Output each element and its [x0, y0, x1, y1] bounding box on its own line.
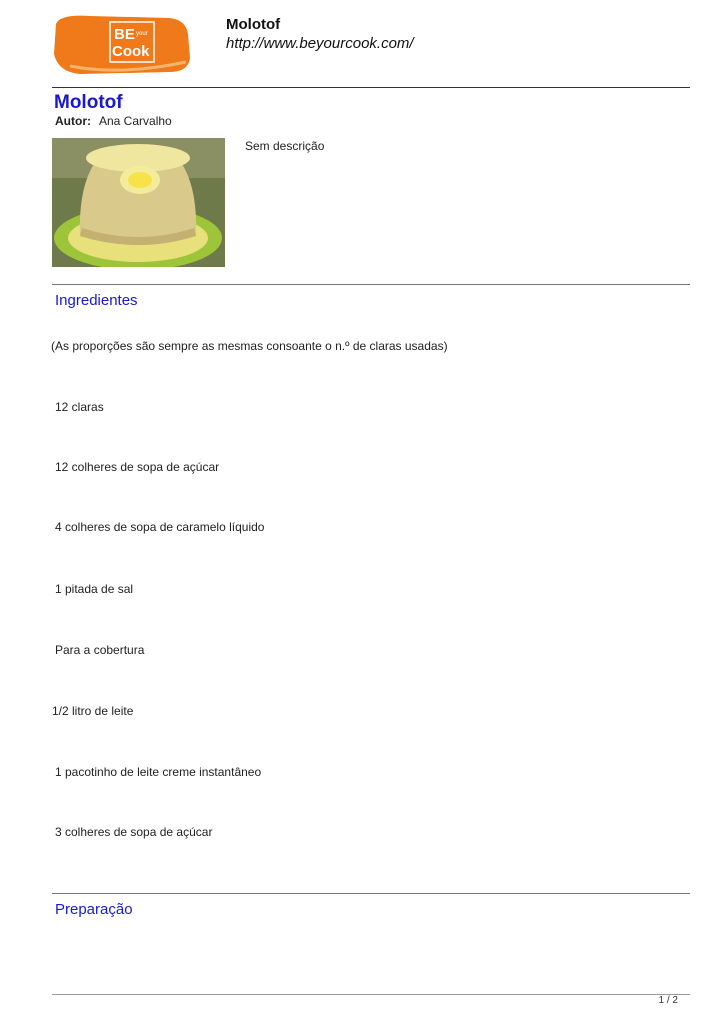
recipe-description: Sem descrição: [245, 139, 325, 153]
footer-divider: [52, 994, 690, 995]
ingredient-item: 4 colheres de sopa de caramelo líquido: [55, 520, 265, 534]
ingredient-item: 1 pacotinho de leite creme instantâneo: [55, 765, 262, 779]
ingredient-item: 3 colheres de sopa de açúcar: [55, 825, 213, 839]
ingredients-divider: [52, 284, 690, 285]
recipe-photo: [52, 138, 225, 267]
author-name: Ana Carvalho: [99, 114, 172, 128]
recipe-title: Molotof: [54, 92, 123, 113]
preparation-divider: [52, 893, 690, 894]
beyourcook-logo: [50, 14, 192, 76]
logo-text-be: BE: [114, 26, 135, 43]
ingredient-item: Para a cobertura: [55, 643, 145, 657]
preparation-heading: Preparação: [55, 901, 133, 918]
header-divider: [52, 87, 690, 88]
author-label: Autor:: [55, 114, 91, 128]
logo-text-your: your: [136, 31, 148, 37]
ingredient-item: 12 colheres de sopa de açúcar: [55, 460, 220, 474]
ingredients-heading: Ingredientes: [55, 292, 138, 309]
ingredient-item: 1/2 litro de leite: [52, 704, 134, 718]
page-number: 1 / 2: [658, 995, 678, 1006]
ingredient-item: 12 claras: [55, 400, 104, 414]
author-row: [55, 114, 172, 128]
ingredient-item: (As proporções são sempre as mesmas consoante o n.º de claras usadas): [51, 339, 448, 353]
header-url[interactable]: http://www.beyourcook.com/: [226, 35, 414, 52]
ingredient-item: 1 pitada de sal: [55, 582, 134, 596]
logo-text-cook: Cook: [112, 43, 150, 60]
header-title: Molotof: [226, 16, 281, 33]
